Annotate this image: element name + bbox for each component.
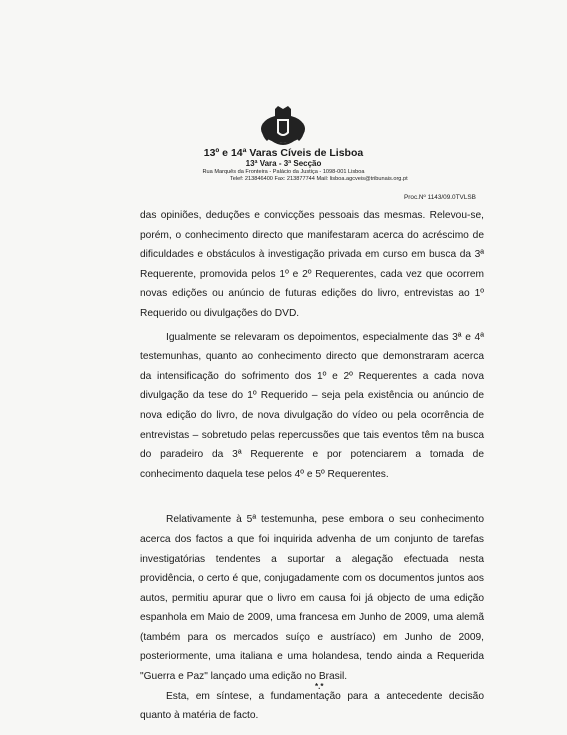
paragraph: Igualmente se relevaram os depoimentos, especialmente das 3ª e 4ª testemunhas, quanto ao conhecimento directo que demonstraram acerca da intensificação do sofrimento dos 1º e 2º Requerentes a cada nova divulgação da tese do 1º Requerido – seja pela existência ou anúncio de nova edição do livro, de nova divulgação do vídeo ou pela ocorrência de entrevistas – sobretudo pelas repercussões que tais eventos têm na busca do paradeiro da 3ª Requerente e por potenciarem a tomada de conhecimento daquela tese pelos 4º e 5º Requerentes. <box>140 331 484 480</box>
process-number: Proc.Nº 1143/09.0TVLSB <box>404 194 476 201</box>
paragraph: Esta, em síntese, a fundamentação para a antecedente decisão quanto à matéria de facto. <box>140 690 484 722</box>
paragraph: Relativamente à 5ª testemunha, pese embora o seu conhecimento acerca dos factos a que foi inquirida advenha de um conjunto de tarefas investigatórias tendentes a suportar a alegação efectuada nesta providência, o certo é que, conjugadamente com os documentos juntos aos autos, permitiu apurar que o livro em causa foi já objecto de uma edição espanhola em Maio de 2009, uma francesa em Junho de 2009, uma alemã (também para os mercados suíço e austríaco) em Junho de 2009, posteriormente, uma italiana e uma holandesa, tendo ainda a Requerida "Guerra e Paz" lançado uma edição no Brasil. <box>140 514 484 683</box>
court-address: Rua Marquês da Fronteira - Palácio da Justiça - 1098-001 Lisboa <box>202 169 365 175</box>
coat-of-arms-icon <box>258 106 308 148</box>
document-body <box>140 206 484 726</box>
court-section: 13ª Vara - 3ª Secção <box>245 159 322 168</box>
end-mark: *.* <box>315 682 324 691</box>
court-title: 13º e 14ª Varas Cíveis de Lisboa <box>203 147 364 159</box>
paragraph: das opiniões, deduções e convicções pessoais das mesmas. Relevou-se, porém, o conhecimento directo que manifestaram acerca do acréscimo de dificuldades e obstáculos à investigação privada em curso em busca da 3ª Requerente, promovida pelos 1º e 2º Requerentes, cada vez que ocorrem novas edições ou anúncio de futuras edições do livro, entrevistas ao 1º Requerido ou divulgações do DVD. <box>140 210 484 319</box>
court-contacts: Telef: 213846400 Fax: 213877744 Mail: lisboa.agcveis@tribunais.org.pt <box>230 176 408 182</box>
